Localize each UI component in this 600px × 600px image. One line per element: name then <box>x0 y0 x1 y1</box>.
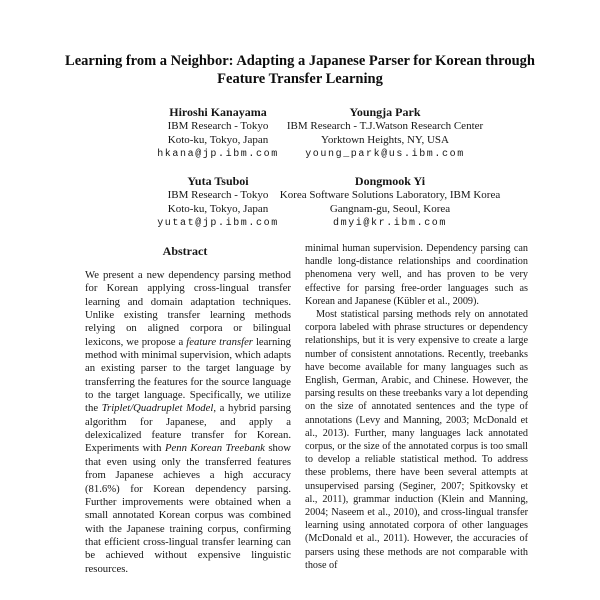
author-email: dmyi@kr.ibm.com <box>332 218 448 229</box>
right-column <box>305 242 528 576</box>
left-column <box>75 242 295 576</box>
author-grid <box>0 105 600 233</box>
two-column-body <box>75 242 528 576</box>
author-location: Yorktown Heights, NY, USA <box>321 133 449 146</box>
author-name: Dongmook Yi <box>354 174 426 188</box>
author-name: Youngja Park <box>349 105 421 119</box>
abstract-heading: Abstract <box>162 244 208 258</box>
intro-paragraph-continuation: minimal human supervision. Dependency parsing can handle long-distance relationships and coordination phenomena very well, and has proven to be very effective for parsing free-order languages such as Korean and Japanese (Kübler et al., 2009). <box>305 243 528 307</box>
author-email: hkana@jp.ibm.com <box>157 149 279 160</box>
author-block-dongmook-yi <box>280 174 500 231</box>
author-block-youngja-park <box>287 105 483 162</box>
intro-paragraph: Most statistical parsing methods rely on annotated corpora labeled with phrase structures or dependency relationships, but it is very expensive to create a large number of consistent annotations. Recently, treebanks have become available for many languages such as English, German, Arabic, and Chinese. However, the parsing results on these treebanks vary a lot depending on the size of annotated sentences and the type of annotations (Levy and Manning, 2003; McDonald et al., 2013). Further, many languages lack annotated corpus, or the size of the annotated corpus is too small to develop a reliable statistical method. To address these problems, there have been several attempts at unsupervised parsing (Seginer, 2007; Spitkovsky et al., 2011), grammar induction (Klein and Manning, 2004; Naseem et al., 2010), and cross-lingual transfer learning using annotated corpora of other languages (McDonald et al., 2011). However, the accuracies of parsers using these methods are not comparable with those of <box>305 309 528 571</box>
author-location: Koto-ku, Tokyo, Japan <box>167 202 269 215</box>
author-location: Koto-ku, Tokyo, Japan <box>167 133 269 146</box>
author-affiliation: IBM Research - T.J.Watson Research Center <box>286 120 484 132</box>
author-affiliation: Korea Software Solutions Laboratory, IBM Korea <box>279 189 501 201</box>
author-affiliation: IBM Research - Tokyo <box>167 189 269 201</box>
author-block-yuta-tsuboi <box>157 174 279 231</box>
author-block-hiroshi-kanayama <box>157 105 279 162</box>
author-email: young_park@us.ibm.com <box>305 149 465 160</box>
author-name: Yuta Tsuboi <box>187 174 249 188</box>
author-email: yutat@jp.ibm.com <box>157 218 279 229</box>
paper-title: Learning from a Neighbor: Adapting a Japanese Parser for Korean through Feature Transfer Learning <box>65 53 535 87</box>
author-affiliation: IBM Research - Tokyo <box>167 120 269 132</box>
abstract-text: We present a new dependency parsing method for Korean applying cross-lingual transfer learning and domain adaptation techniques. Unlike existing transfer learning methods relying on aligned corpora or bilingual lexicons, we propose a feature transfer learning method with minimal supervision, which adapts an existing parser to the target language by transferring the features for the source language to the target language. Specifically, we utilize the Triplet/Quadruplet Model, a hybrid parsing algorithm for Japanese, and apply a delexicalized feature transfer for Korean. Experiments with Penn Korean Treebank show that even using only the transferred features from Japanese achieves a high accuracy (81.6%) for Korean dependency parsing. Further improvements were obtained when a small annotated Korean corpus was combined with the Japanese training corpus, confirming that efficient cross-lingual transfer learning can be achieved without expensive linguistic resources. <box>85 269 292 575</box>
author-location: Gangnam-gu, Seoul, Korea <box>329 202 451 215</box>
author-name: Hiroshi Kanayama <box>169 105 267 119</box>
